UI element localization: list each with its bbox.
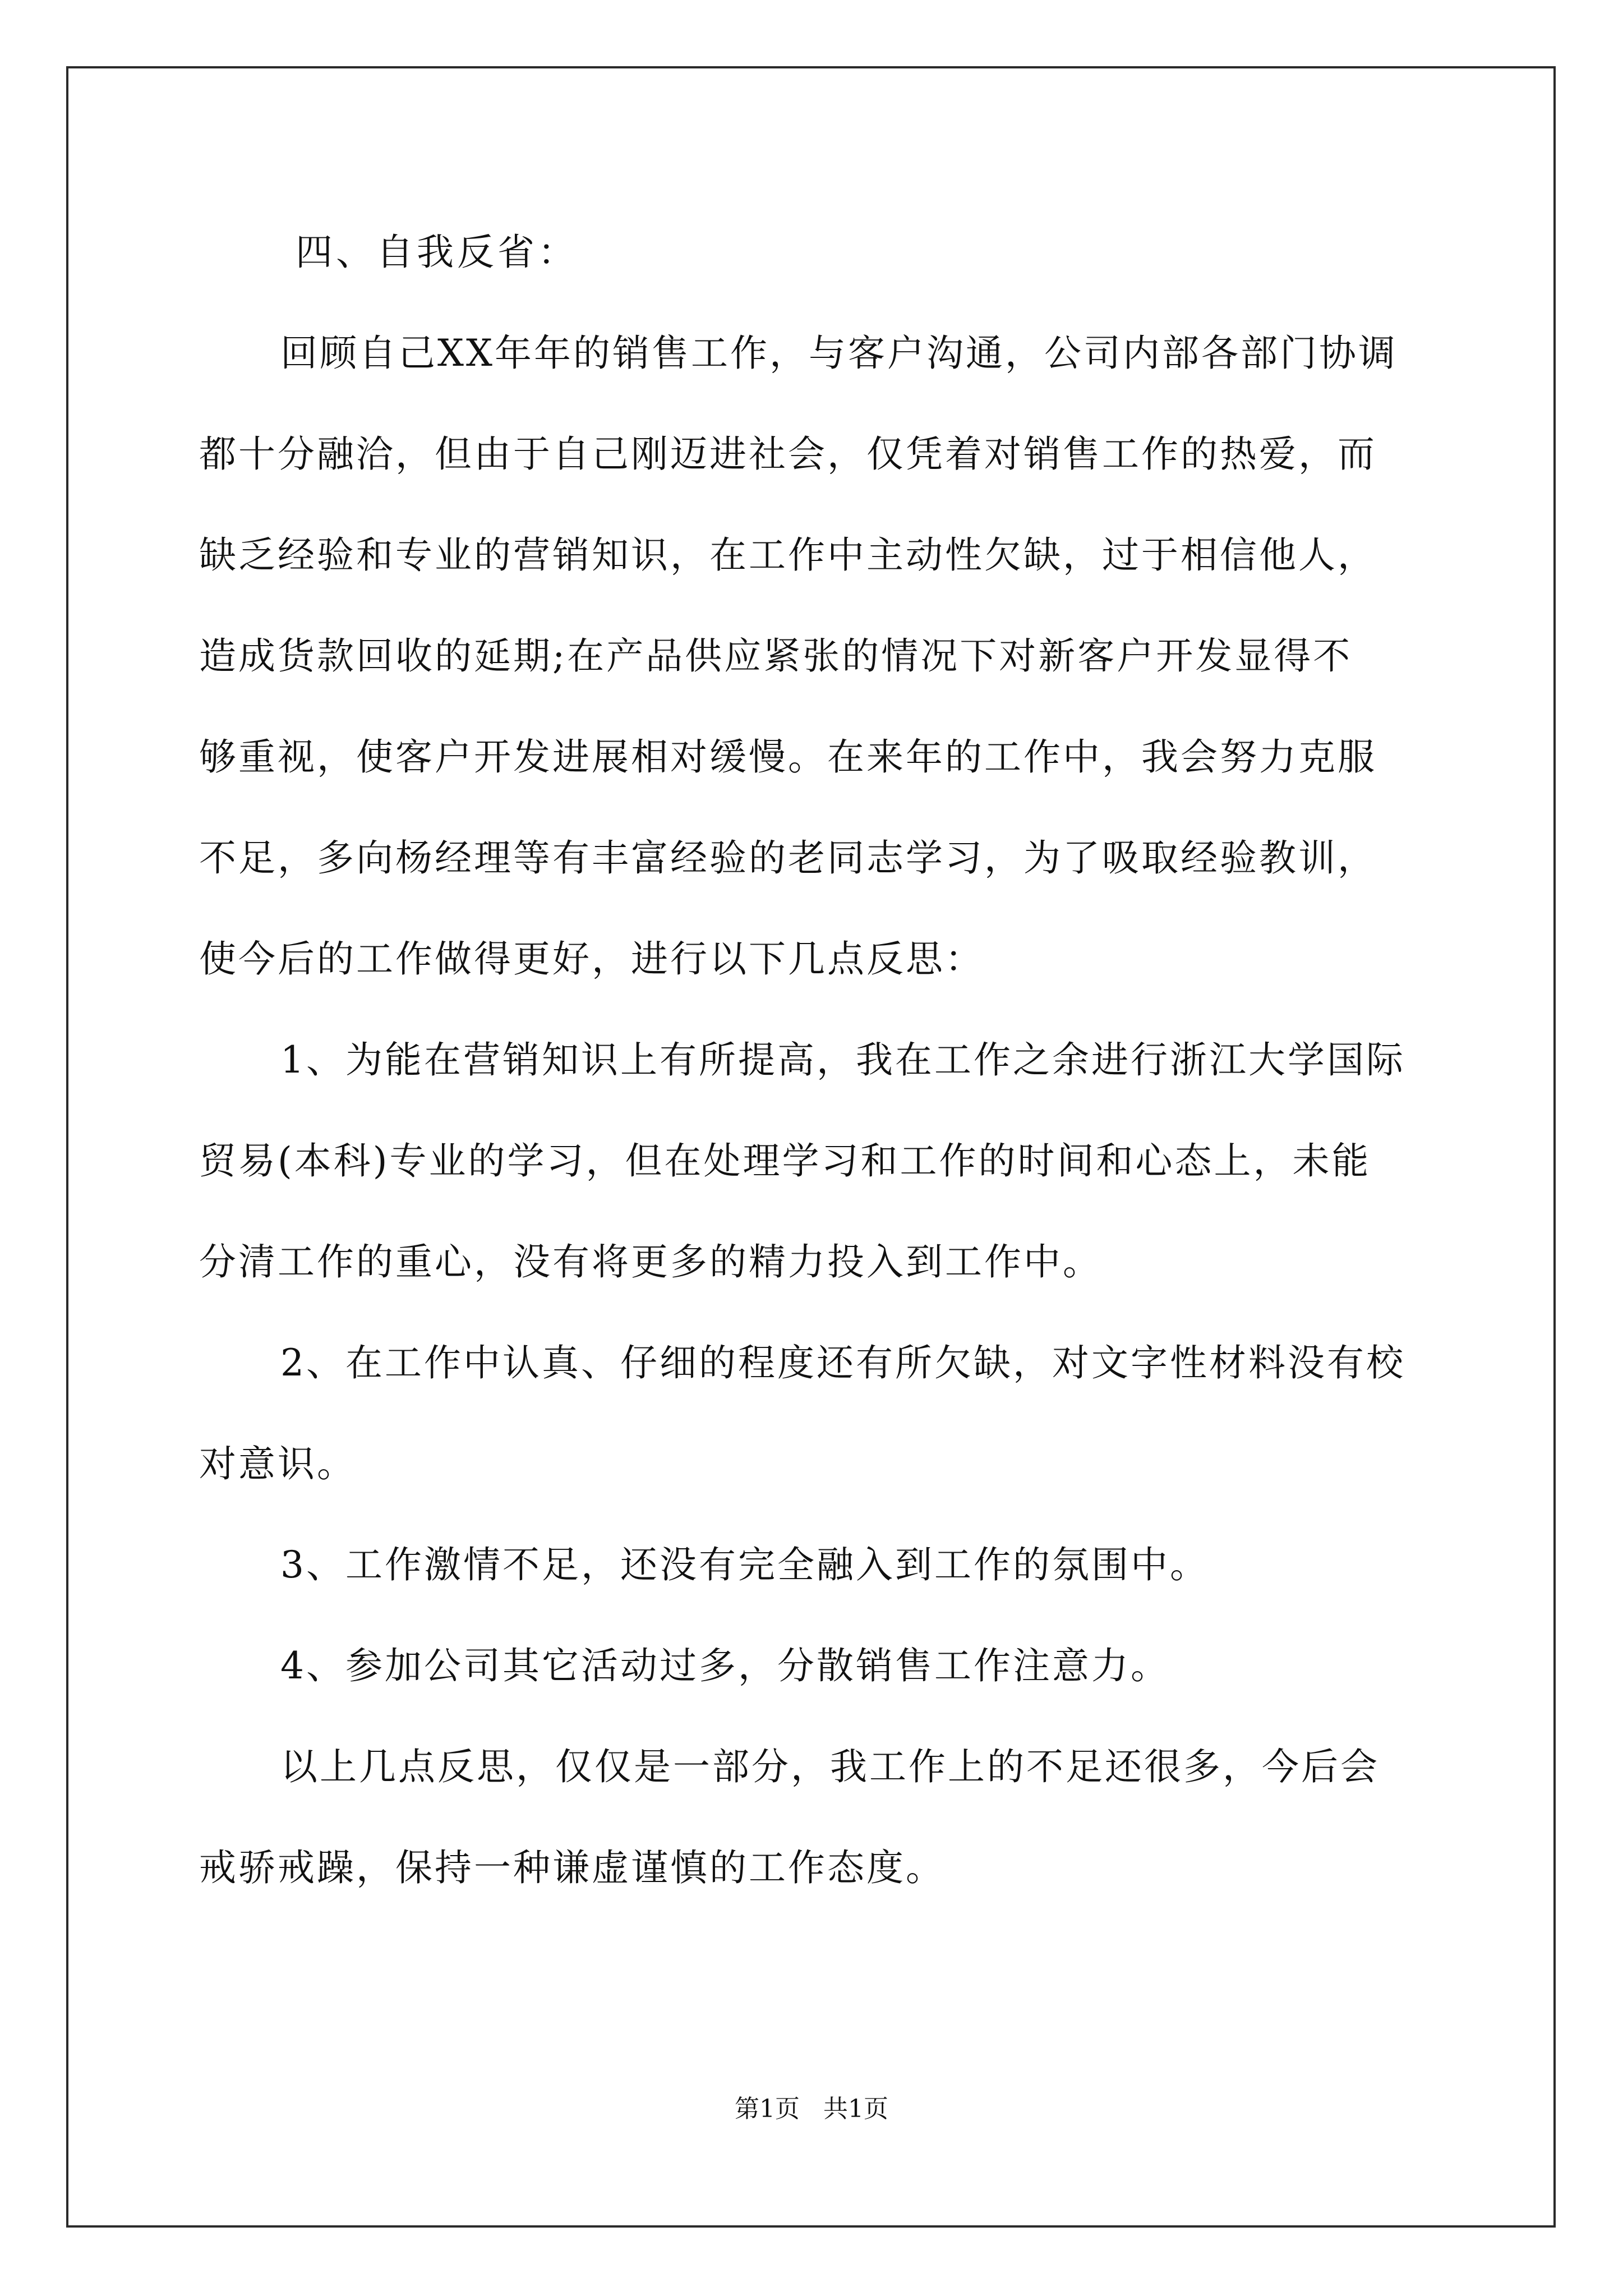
paragraph-line: 造成货款回收的延期;在产品供应紧张的情况下对新客户开发显得不 <box>199 634 1353 678</box>
paragraph-line: 不足，多向杨经理等有丰富经验的老同志学习，为了吸取经验教训， <box>199 836 1377 880</box>
paragraph-line: 2、在工作中认真、仔细的程度还有所欠缺，对文字性材料没有校 <box>280 1341 1405 1384</box>
paragraph-line: 戒骄戒躁，保持一种谦虚谨慎的工作态度。 <box>199 1846 945 1889</box>
paragraph <box>199 1313 1433 1515</box>
paragraph-list <box>199 303 1433 1918</box>
paragraph-line: 够重视，使客户开发进展相对缓慢。在来年的工作中，我会努力克服 <box>199 735 1377 779</box>
paragraph-line: 1、为能在营销知识上有所提高，我在工作之余进行浙江大学国际 <box>280 1038 1405 1082</box>
paragraph-line: 都十分融洽，但由于自己刚迈进社会，仅凭着对销售工作的热爱，而 <box>199 432 1377 476</box>
paragraph-line: 4、参加公司其它活动过多，分散销售工作注意力。 <box>280 1644 1170 1687</box>
paragraph-line: 缺乏经验和专业的营销知识，在工作中主动性欠缺，过于相信他人， <box>199 533 1377 577</box>
paragraph <box>199 303 1433 1010</box>
paragraph <box>199 1515 1433 1616</box>
paragraph-line: 以上几点反思，仅仅是一部分，我工作上的不足还很多，今后会 <box>280 1745 1380 1788</box>
document-body <box>199 202 1433 1918</box>
page-number-current: 第1页 <box>735 2095 800 2123</box>
paragraph <box>199 1010 1433 1313</box>
section-heading: 四、自我反省： <box>296 231 578 274</box>
page-footer <box>0 2092 1623 2126</box>
page-number-total: 共1页 <box>823 2095 888 2123</box>
paragraph-line: 分清工作的重心，没有将更多的精力投入到工作中。 <box>199 1240 1102 1283</box>
paragraph <box>199 1616 1433 1717</box>
paragraph-line: 回顾自己XX年年的销售工作，与客户沟通，公司内部各部门协调 <box>280 332 1398 375</box>
paragraph-line: 对意识。 <box>199 1442 356 1485</box>
paragraph-line: 使今后的工作做得更好，进行以下几点反思： <box>199 937 984 981</box>
paragraph-line: 3、工作激情不足，还没有完全融入到工作的氛围中。 <box>280 1543 1209 1586</box>
paragraph-line: 贸易(本科)专业的学习，但在处理学习和工作的时间和心态上，未能 <box>199 1139 1371 1182</box>
paragraph <box>199 1717 1433 1918</box>
